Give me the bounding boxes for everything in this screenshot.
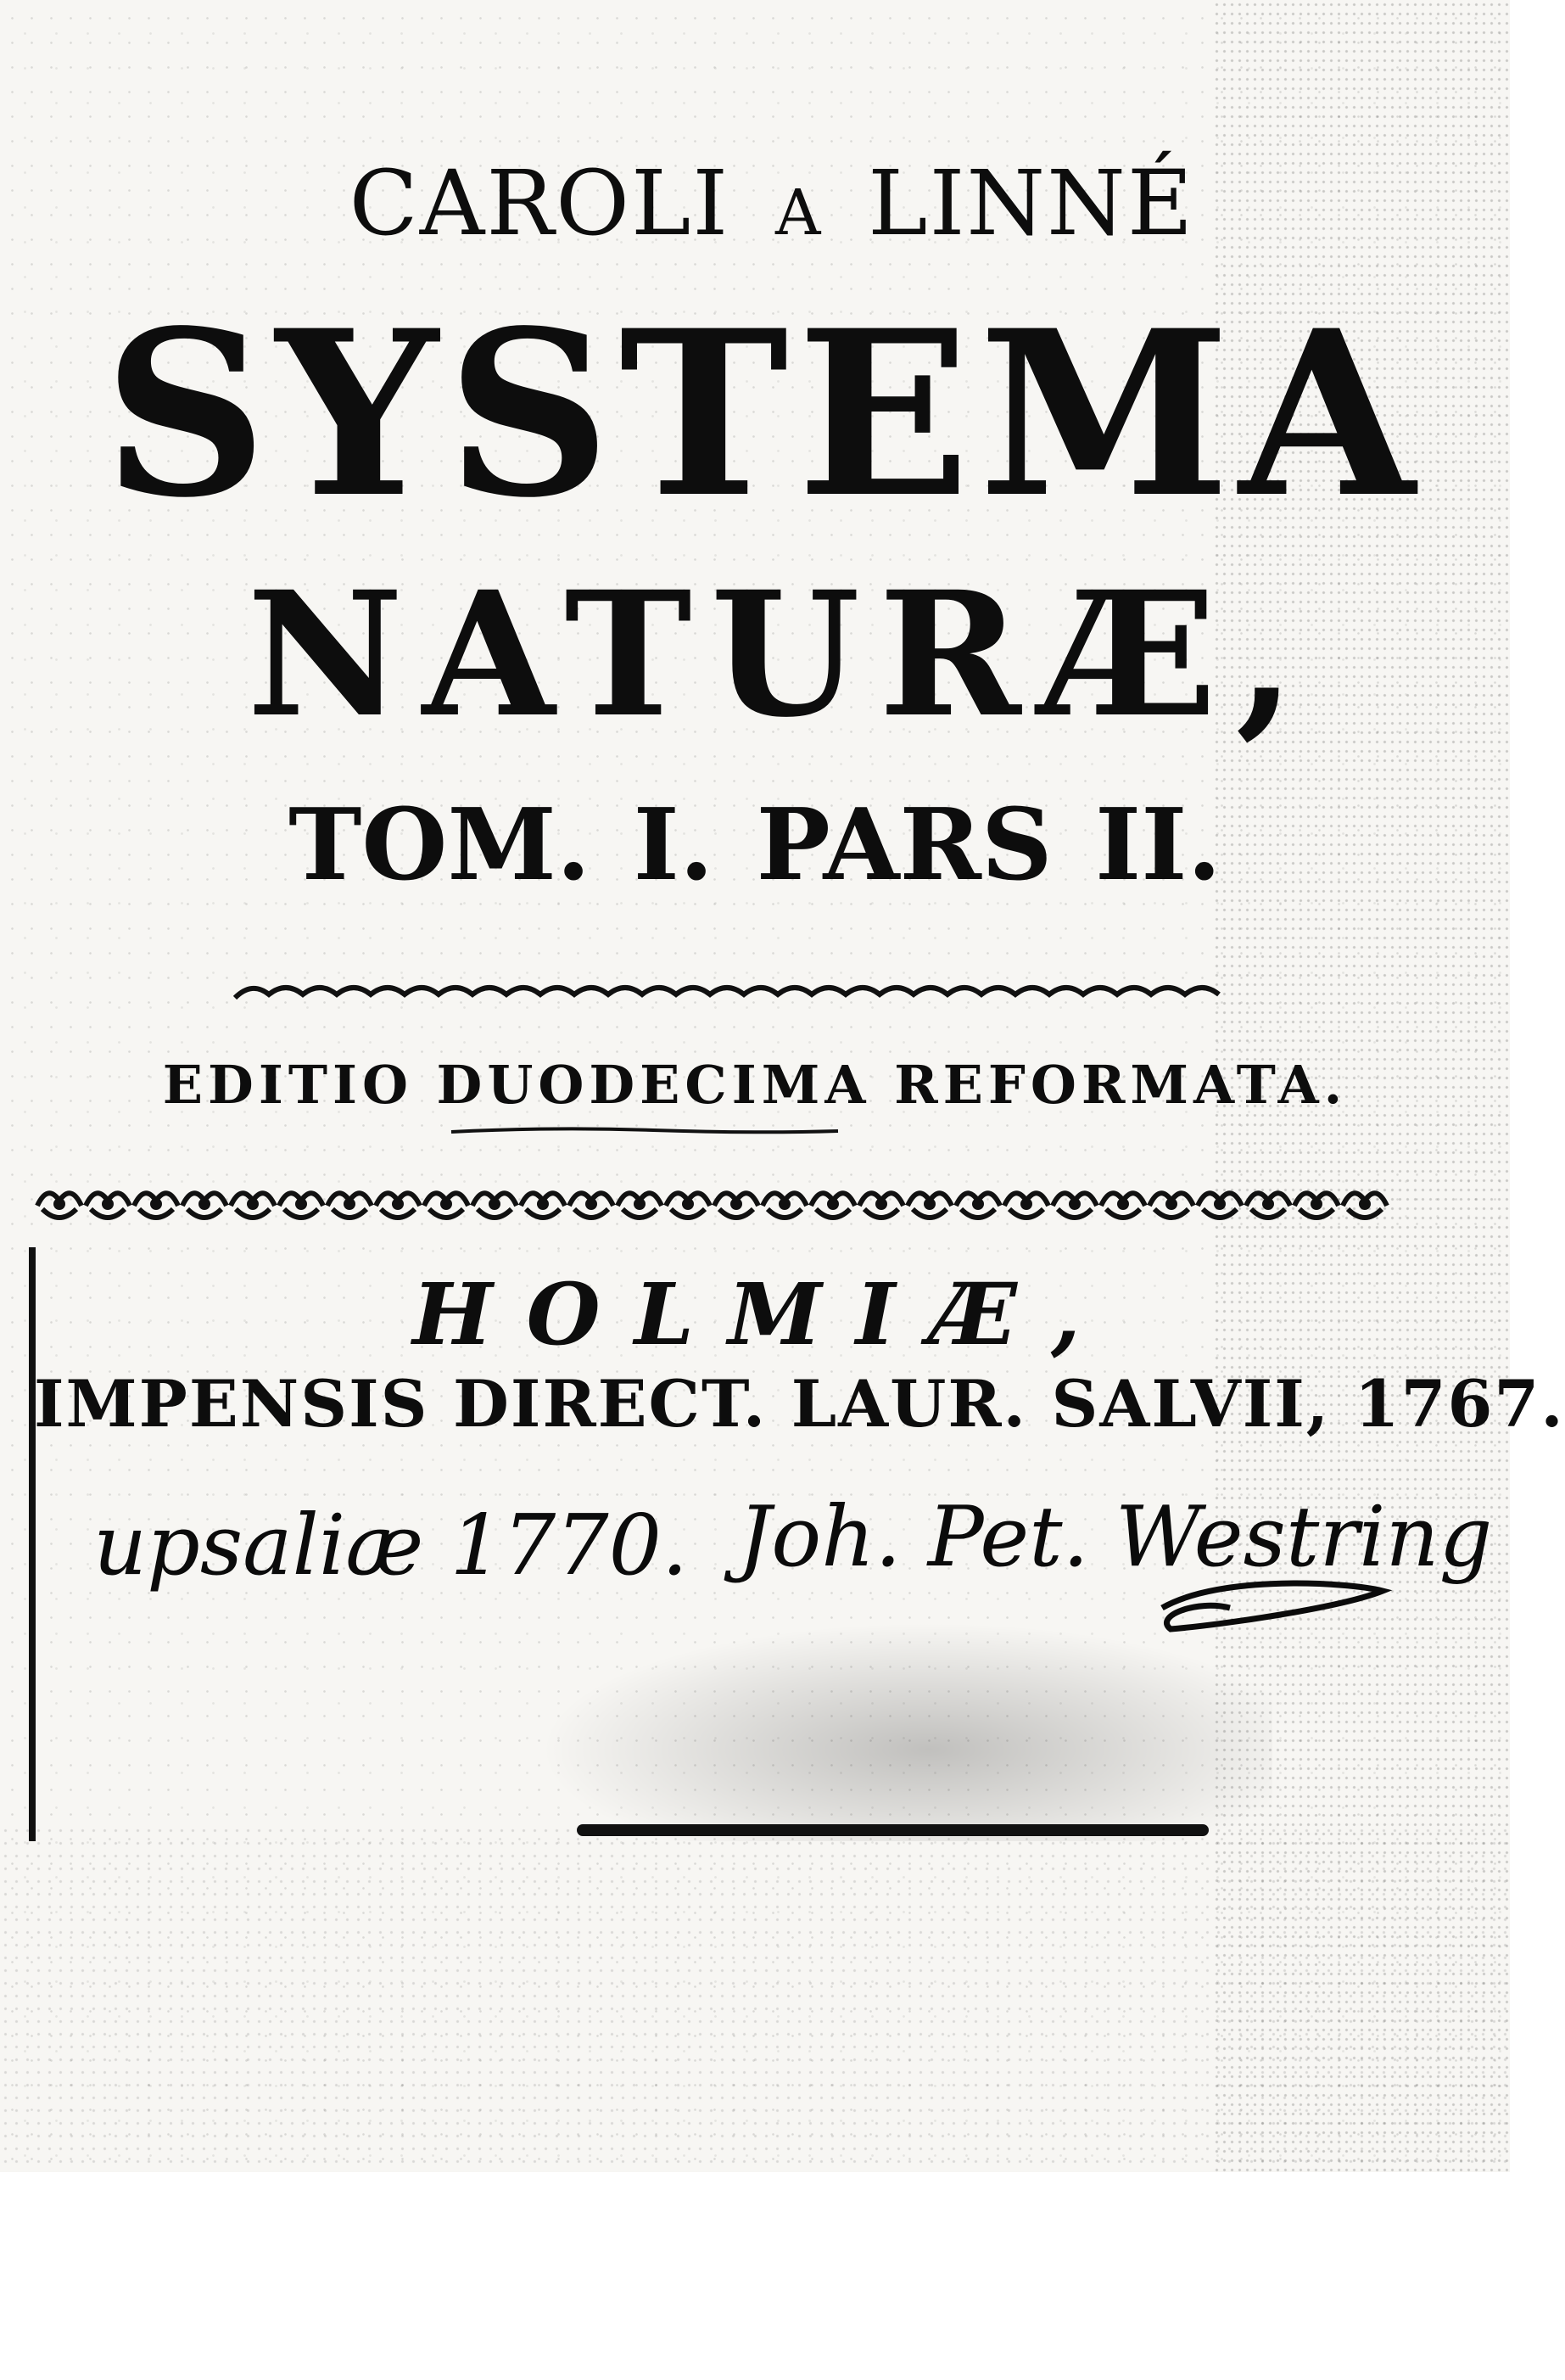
handwritten-place-date: upsaliæ 1770.: [93, 1498, 689, 1594]
bottom-speckle: [0, 1824, 1510, 2172]
imprint-line: IMPENSIS DIRECT. LAUR. SALVII, 1767.: [34, 1366, 1565, 1442]
author-last-name: LINNÉ: [868, 151, 1195, 255]
fleuron-mark: [182, 1193, 226, 1218]
owner-signature: Joh. Pet. Westring: [738, 1489, 1493, 1586]
signature-flourish: [1162, 1583, 1383, 1629]
fleuron-mark: [1294, 1193, 1339, 1218]
underline-stroke: [450, 1125, 840, 1137]
book-title: SYSTEMA: [103, 281, 1424, 548]
publication-place: HOLMIÆ,: [412, 1264, 1115, 1364]
fleuron-mark: [1053, 1193, 1097, 1218]
fleuron-mark: [859, 1193, 903, 1218]
fleuron-mark: [1149, 1193, 1193, 1218]
fleuron-mark: [376, 1193, 420, 1218]
fleuron-mark: [956, 1193, 1000, 1218]
fleuron-mark: [1246, 1193, 1290, 1218]
fleuron-mark: [1004, 1193, 1048, 1218]
fleuron-mark: [37, 1193, 81, 1218]
edition-statement: EDITIO DUODECIMA REFORMATA.: [162, 1054, 1348, 1116]
fleuron-mark: [569, 1193, 613, 1218]
fleuron-band-ornament: [34, 1175, 1429, 1235]
fleuron-mark: [472, 1193, 517, 1218]
fleuron-mark: [1101, 1193, 1145, 1218]
fleuron-mark: [618, 1193, 662, 1218]
fleuron-mark: [908, 1193, 952, 1218]
fleuron-mark: [1198, 1193, 1242, 1218]
fleuron-mark: [231, 1193, 275, 1218]
handwritten-inscription: [93, 1481, 1493, 1650]
fleuron-mark: [811, 1193, 855, 1218]
author-first-name: CAROLI: [349, 151, 730, 255]
fleuron-mark: [521, 1193, 565, 1218]
fleuron-mark: [666, 1193, 710, 1218]
book-subtitle: NATURÆ,: [247, 553, 1314, 755]
ink-stroke-line: [577, 1824, 1209, 1836]
fleuron-mark: [134, 1193, 178, 1218]
volume-label: TOM. I. PARS II.: [288, 787, 1221, 903]
fleuron-mark: [424, 1193, 468, 1218]
fleuron-mark: [1343, 1193, 1387, 1218]
fleuron-mark: [327, 1193, 372, 1218]
wavy-rule-ornament: [233, 976, 1226, 1010]
author-line: [0, 151, 1527, 255]
fleuron-mark: [714, 1193, 758, 1218]
fleuron-mark: [86, 1193, 130, 1218]
fleuron-mark: [763, 1193, 807, 1218]
fleuron-mark: [279, 1193, 323, 1218]
author-particle: A: [775, 176, 823, 249]
